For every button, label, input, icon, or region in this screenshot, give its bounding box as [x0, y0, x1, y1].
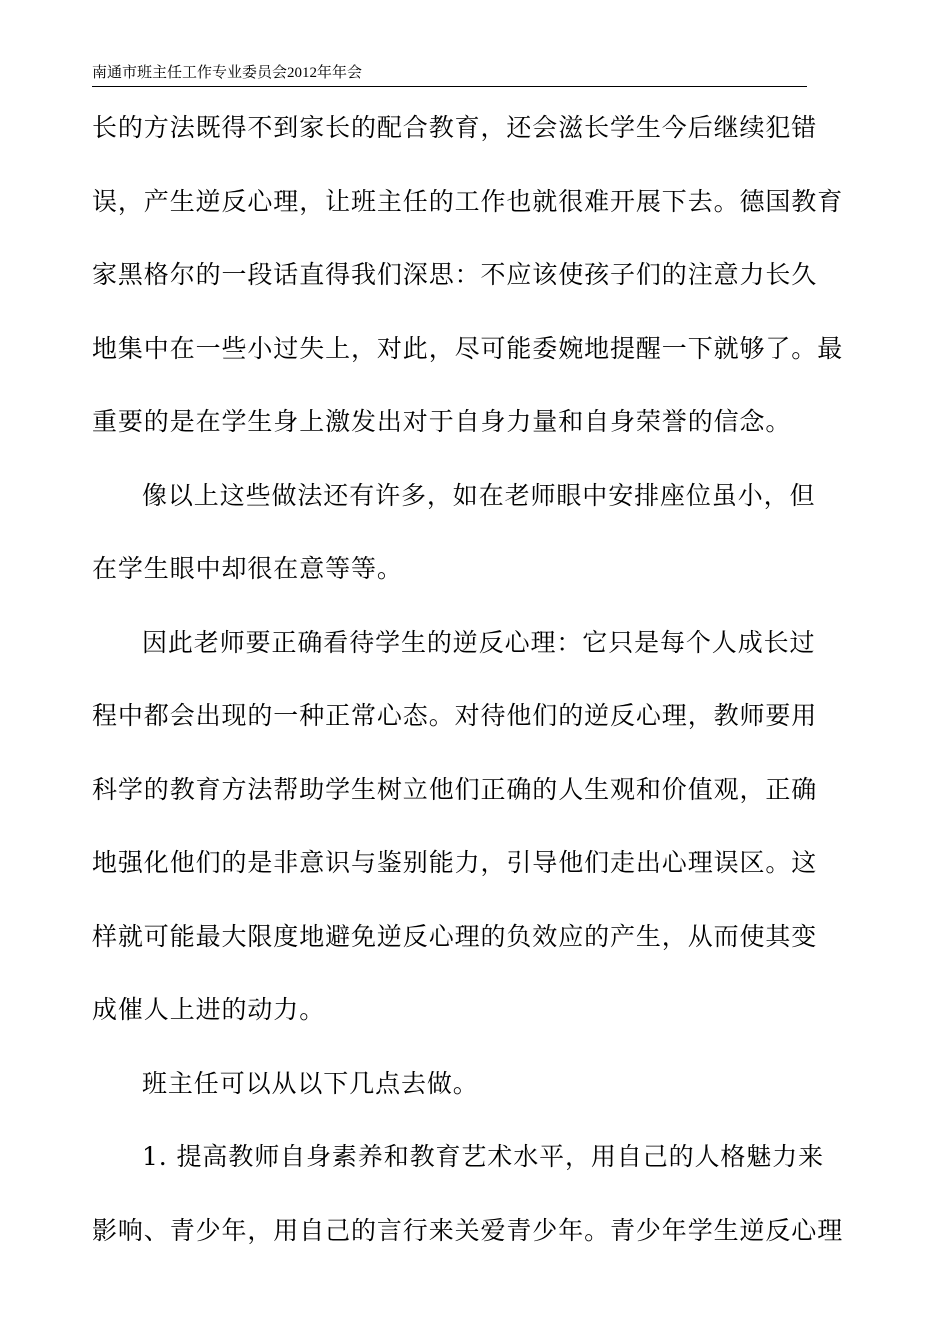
text-line: 地集中在一些小过失上，对此，尽可能委婉地提醒一下就够了。最 — [92, 333, 844, 363]
text-line: 样就可能最大限度地避免逆反心理的负效应的产生，从而使其变 — [92, 921, 818, 951]
text-line: 科学的教育方法帮助学生树立他们正确的人生观和价值观，正确 — [92, 774, 818, 804]
paragraph-start-line: 像以上这些做法还有许多，如在老师眼中安排座位虽小，但 — [142, 480, 816, 510]
text-line: 程中都会出现的一种正常心态。对待他们的逆反心理，教师要用 — [92, 701, 818, 730]
text-line: 重要的是在学生身上激发出对于自身力量和自身荣誉的信念。 — [92, 407, 792, 436]
paragraph-start-line: 班主任可以从以下几点去做。 — [142, 1068, 479, 1098]
text-line: 成催人上进的动力。 — [92, 995, 326, 1024]
text-line: 影响、青少年，用自己的言行来关爱青少年。青少年学生逆反心理 — [92, 1215, 844, 1245]
header-title: 南通市班主任工作专业委员会2012年年会 — [92, 65, 363, 81]
text-line: 长的方法既得不到家长的配合教育，还会滋长学生今后继续犯错 — [92, 113, 818, 142]
page-header — [92, 62, 807, 87]
text-line: 误，产生逆反心理，让班主任的工作也就很难开展下去。德国教育 — [92, 186, 844, 216]
paragraph-start-line: 1. 提高教师自身素养和教育艺术水平，用自己的人格魅力来 — [142, 1142, 825, 1171]
text-line: 家黑格尔的一段话直得我们深思：不应该使孩子们的注意力长久 — [92, 260, 818, 289]
text-line: 在学生眼中却很在意等等。 — [92, 554, 403, 583]
paragraph-start-line: 因此老师要正确看待学生的逆反心理：它只是每个人成长过 — [142, 627, 816, 657]
text-line: 地强化他们的是非意识与鉴别能力，引导他们走出心理误区。这 — [92, 848, 818, 877]
document-body — [92, 103, 844, 1279]
